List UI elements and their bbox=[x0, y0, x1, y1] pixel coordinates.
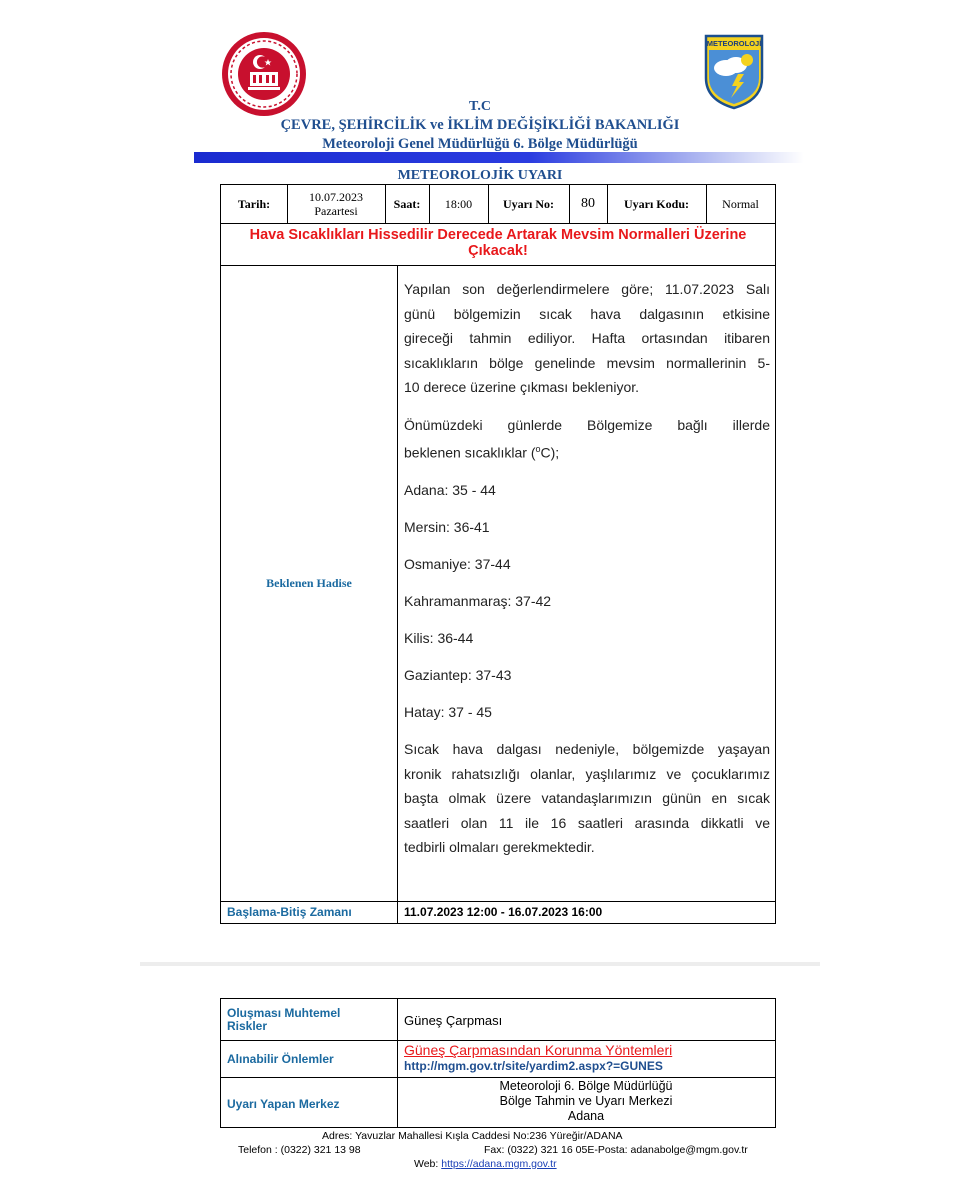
para3-line: başta olmak üzere vatandaşlarımızın günün en sıcak bbox=[404, 790, 770, 807]
city-temperature-item: Hatay: 37 - 45 bbox=[404, 703, 492, 720]
warning-paragraph-3 bbox=[404, 737, 770, 860]
paragraph-2-line-1: Önümüzdeki günlerde Bölgemize bağlı illerde bbox=[404, 416, 770, 433]
warning-headline bbox=[221, 227, 775, 259]
footer-fax-email: Fax: (0322) 321 16 05E-Posta: adanabolge@mgm.gov.tr bbox=[484, 1144, 748, 1156]
warning-table bbox=[220, 184, 776, 924]
measures-url-link[interactable]: http://mgm.gov.tr/site/yardim2.aspx?=GUNES bbox=[404, 1059, 663, 1073]
para1-line: günü bölgemizin sıcak hava dalgasının etkisine bbox=[404, 305, 770, 322]
para1-line: 10 derece üzerine çıkması bekleniyor. bbox=[404, 379, 640, 395]
section-separator bbox=[140, 962, 820, 966]
warning-body bbox=[404, 277, 770, 860]
warning-paragraph-1 bbox=[404, 277, 770, 400]
footer-address: Adres: Yavuzlar Mahallesi Kışla Caddesi No:236 Yüreğir/ADANA bbox=[322, 1130, 623, 1142]
date-value-day: Pazartesi bbox=[314, 204, 358, 218]
risks-label: Oluşması Muhtemel Riskler bbox=[227, 1006, 341, 1033]
para3-line: kronik rahatsızlığı olanlar, yaşlılarımız ve çocuklarımız bbox=[404, 765, 770, 782]
period-label: Başlama-Bitiş Zamanı bbox=[227, 905, 352, 919]
warning-no-value: 80 bbox=[581, 196, 595, 211]
date-label: Tarih: bbox=[237, 196, 271, 211]
date-value bbox=[287, 185, 385, 223]
svg-text:METEOROLOJİ: METEOROLOJİ bbox=[706, 39, 762, 48]
date-value-date: 10.07.2023 bbox=[309, 190, 363, 204]
expected-event-label: Beklenen Hadise bbox=[266, 575, 352, 590]
city-temperature-item: Adana: 35 - 44 bbox=[404, 481, 496, 498]
measures-label: Alınabilir Önlemler bbox=[227, 1052, 334, 1066]
city-temperature-list bbox=[404, 478, 770, 725]
risks-value: Güneş Çarpması bbox=[404, 1013, 503, 1028]
center-value bbox=[397, 1079, 775, 1124]
warning-paragraph-2 bbox=[404, 413, 770, 466]
city-temperature-item: Mersin: 36-41 bbox=[404, 518, 490, 535]
center-label: Uyarı Yapan Merkez bbox=[227, 1097, 340, 1111]
footer-phone: Telefon : (0322) 321 13 98 bbox=[238, 1144, 361, 1156]
para3-line: tedbirli olmaları gerekmektedir. bbox=[404, 839, 595, 856]
directorate-name: Meteoroloji Genel Müdürlüğü 6. Bölge Müdürlüğü bbox=[322, 136, 638, 152]
details-table bbox=[220, 998, 776, 1128]
warning-code-value: Normal bbox=[722, 196, 759, 211]
warning-code-label: Uyarı Kodu: bbox=[623, 196, 689, 211]
time-label: Saat: bbox=[393, 196, 421, 211]
footer-web: Web: https://adana.mgm.gov.tr bbox=[414, 1158, 557, 1170]
city-temperature-item: Gaziantep: 37-43 bbox=[404, 666, 512, 683]
city-temperature-item: Kahramanmaraş: 37-42 bbox=[404, 592, 552, 609]
paragraph-2-line-2: beklenen sıcaklıklar ($^o$C); bbox=[404, 444, 560, 461]
warning-title: METEOROLOJİK UYARI bbox=[397, 168, 563, 183]
center-line-3: Adana bbox=[567, 1109, 605, 1123]
center-line-1: Meteoroloji 6. Bölge Müdürlüğü bbox=[499, 1079, 673, 1093]
center-line-2: Bölge Tahmin ve Uyarı Merkezi bbox=[499, 1094, 673, 1108]
city-temperature-item: Osmaniye: 37-44 bbox=[404, 555, 511, 572]
para3-line: Sıcak hava dalgası nedeniyle, bölgemizde yaşayan bbox=[404, 741, 770, 758]
header-tc: T.C bbox=[469, 99, 491, 114]
city-temperature-item: Kilis: 36-44 bbox=[404, 629, 474, 646]
para1-line: sıcaklıkların bölge genelinde mevsim normallerinin 5- bbox=[404, 354, 770, 371]
period-value: 11.07.2023 12:00 - 16.07.2023 16:00 bbox=[404, 905, 603, 919]
para1-line: gireceği tahmin ediliyor. Hafta ortasından itibaren bbox=[404, 330, 770, 346]
ministry-name: ÇEVRE, ŞEHİRCİLİK ve İKLİM DEĞİŞİKLİĞİ BAKANLIĞI bbox=[280, 117, 680, 133]
measures-link[interactable]: Güneş Çarpmasından Korunma Yöntemleri bbox=[404, 1042, 673, 1058]
para1-line: Yapılan son değerlendirmelere göre; 11.07.2023 Salı bbox=[404, 281, 770, 297]
para3-line: saatleri olan 11 ile 16 saatleri arasında dikkatli ve bbox=[404, 814, 770, 831]
warning-no-label: Uyarı No: bbox=[503, 196, 554, 211]
time-value: 18:00 bbox=[444, 196, 473, 211]
header-divider-bar bbox=[194, 152, 804, 163]
footer-web-link[interactable]: https://adana.mgm.gov.tr bbox=[441, 1158, 557, 1170]
warning-headline-line2: Çıkacak! bbox=[468, 243, 528, 259]
warning-headline-line1: Hava Sıcaklıkları Hissedilir Derecede Artarak Mevsim Normalleri Üzerine bbox=[249, 227, 747, 243]
